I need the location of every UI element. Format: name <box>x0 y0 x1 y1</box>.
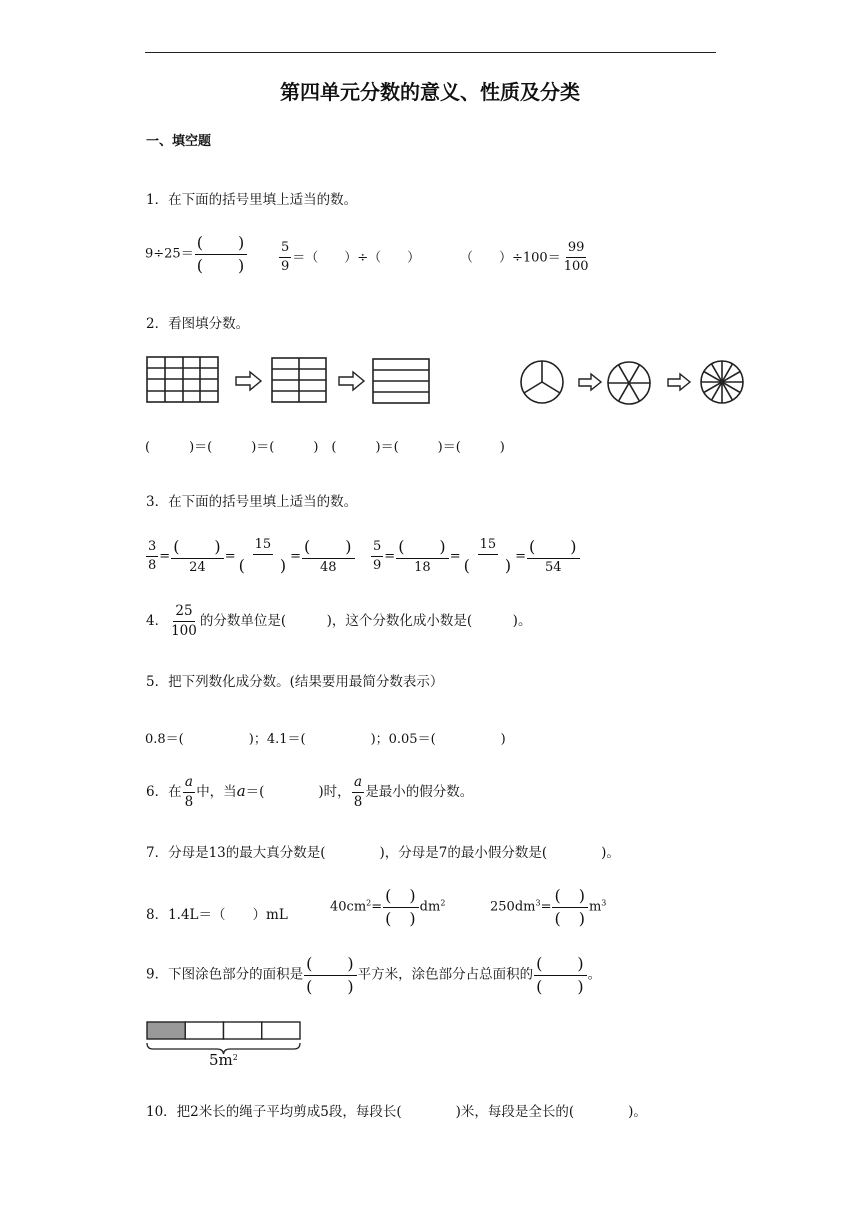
q9-figure-label: $5m^2$ <box>209 1051 238 1069</box>
q3-group-2: $\frac{5}{9}$ = $\frac{( )}{18}$ = $\frac{15}{( )}$ = $\frac{( )}{54}$ <box>373 537 578 576</box>
section-heading: 一、填空题 <box>146 134 212 149</box>
q9: 9．下图涂色部分的面积是 $\frac{( )}{( )}$ 平方米，涂色部分占总面积的 $\frac{( )}{( )}$ 。 <box>146 954 602 996</box>
q1-a-fraction: $\frac{( )}{( )}$ <box>196 233 246 275</box>
q1-c-fraction: $\frac{99}{100}$ <box>563 240 589 275</box>
q2-stem: 2．看图填分数。 <box>146 316 250 332</box>
bar-segment <box>185 1022 223 1039</box>
q4: 4． $\frac{25}{100}$ 的分数单位是( )，这个分数化成小数是( )。 <box>146 603 532 639</box>
q1-b-fraction: $\frac{5}{9}$ <box>281 240 290 275</box>
q3-stem: 3．在下面的括号里填上适当的数。 <box>146 494 358 510</box>
q1-b-rest: ＝（ ）÷（ ） <box>292 250 421 266</box>
q1-stem: 1．在下面的括号里填上适当的数。 <box>146 192 358 208</box>
bar-segment <box>262 1022 300 1039</box>
q10: 10．把2米长的绳子平均剪成5段，每段长( )米，每段是全长的( )。 <box>146 1104 647 1120</box>
bar-segment <box>224 1022 262 1039</box>
q8-part-a: 8．1.4L＝（ ）mL <box>146 907 288 923</box>
q1-c-left: （ ）÷100＝ <box>460 250 561 266</box>
q7: 7．分母是13的最大真分数是( )，分母是7的最小假分数是( )。 <box>146 845 620 861</box>
q2-answer-row: ( )＝( )＝( ) ( )＝( )＝( ) <box>145 440 505 455</box>
q8-part-b: $40cm^2=$ $\frac{( )}{( )}$ $dm^2$ <box>330 886 446 928</box>
q3-group-1: $\frac{3}{8}$ = $\frac{( )}{24}$ = $\frac{15}{( )}$ = $\frac{( )}{48}$ <box>148 537 353 576</box>
q6: 6．在 $\frac{a}{8}$ 中，当a＝( )时， $\frac{a}{8}$ 是最小的假分数。 <box>146 774 474 810</box>
bar-segment-shaded <box>147 1022 185 1039</box>
page-title: 第四单元分数的意义、性质及分类 <box>280 80 580 104</box>
q5-stem: 5．把下列数化成分数。(结果要用最简分数表示） <box>146 674 444 690</box>
q8-part-c: $250dm^3=$ $\frac{( )}{( )}$ $m^3$ <box>490 886 607 928</box>
q1-a-left: 9÷25＝ <box>145 246 194 262</box>
q5-answers: 0.8＝( )；4.1＝( )；0.05＝( ) <box>145 732 506 747</box>
